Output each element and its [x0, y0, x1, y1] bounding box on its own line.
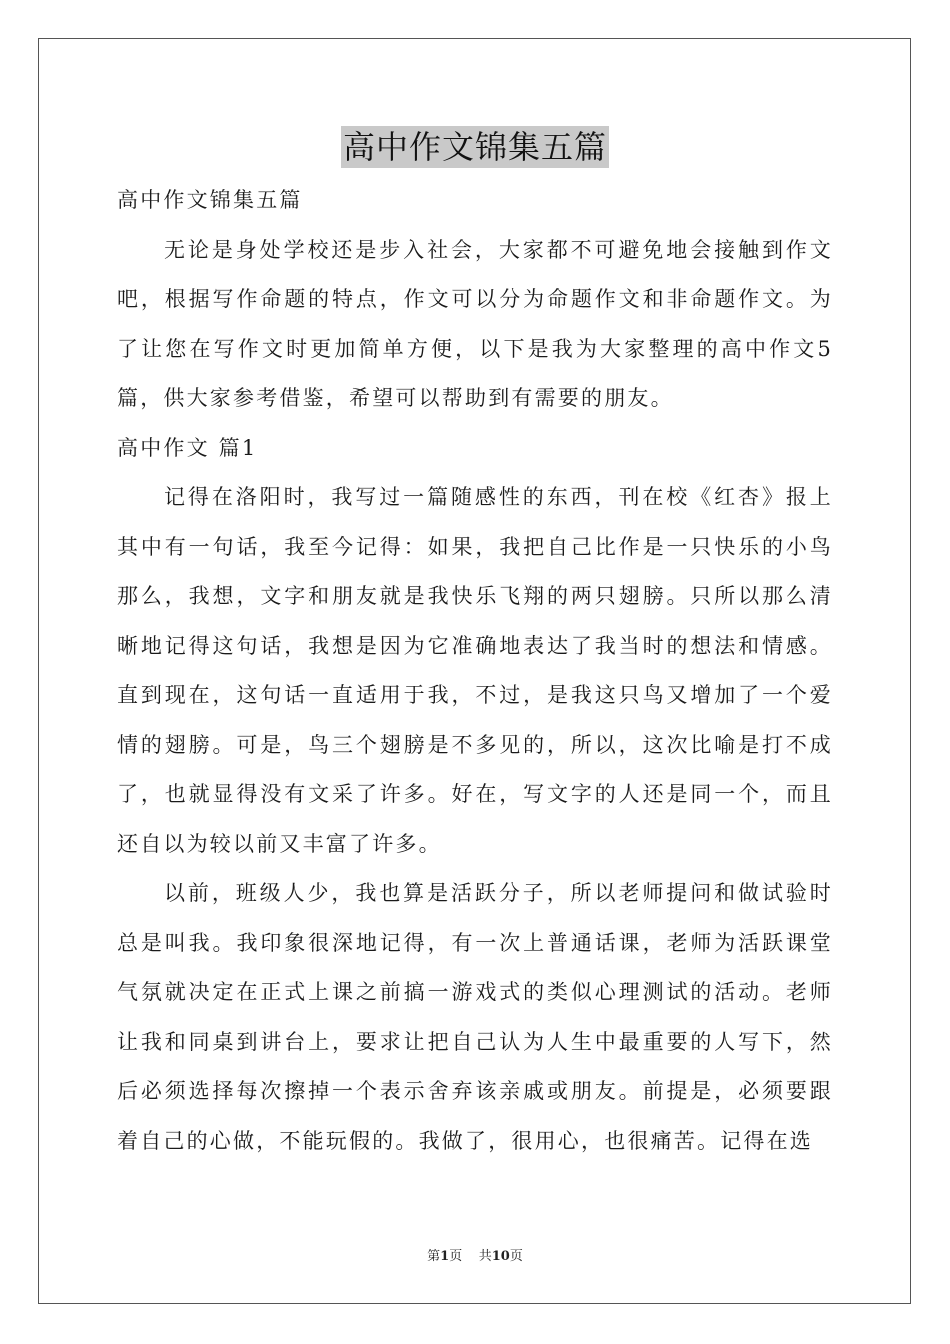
page-number: 1 — [440, 1249, 450, 1264]
page-footer — [0, 1245, 950, 1264]
document-title: 高中作文锦集五篇 — [342, 128, 607, 166]
title-wrap — [0, 126, 950, 168]
body-paragraph-2: 以前，班级人少，我也算是活跃分子，所以老师提问和做试验时总是叫我。我印象很深地记得，有一次上普通话课，老师为活跃课堂气氛就决定在正式上课之前搞一游戏式的类似心理测试的活动。老师让我和同桌到讲台上，要求让把自己认为人生中最重要的人写下，然后必须选择每次擦掉一个表示舍弃该亲戚或朋友。前提是，必须要跟着自己的心做，不能玩假的。我做了，很用心，也很痛苦。记得在选 — [117, 881, 833, 1153]
page-suffix: 页 — [449, 1249, 463, 1264]
intro-paragraph: 无论是身处学校还是步入社会，大家都不可避免地会接触到作文吧，根据写作命题的特点，作文可以分为命题作文和非命题作文。为了让您在写作文时更加简单方便，以下是我为大家整理的高中作文5篇，供大家参考借鉴，希望可以帮助到有需要的朋友。 — [117, 237, 833, 410]
total-prefix: 共 — [478, 1249, 492, 1264]
body-paragraph-1: 记得在洛阳时，我写过一篇随感性的东西，刊在校《红杏》报上其中有一句话，我至今记得：如果，我把自己比作是一只快乐的小鸟那么，我想，文字和朋友就是我快乐飞翔的两只翅膀。只所以那么清晰地记得这句话，我想是因为它准确地表达了我当时的想法和情感。直到现在，这句话一直适用于我，不过，是我这只鸟又增加了一个爱情的翅膀。可是，鸟三个翅膀是不多见的，所以，这次比喻是打不成了，也就显得没有文采了许多。好在，写文字的人还是同一个，而且还自以为较以前又丰富了许多。 — [117, 485, 833, 856]
section-heading: 高中作文 篇1 — [117, 435, 258, 460]
subtitle: 高中作文锦集五篇 — [117, 188, 303, 212]
page-prefix: 第 — [427, 1249, 441, 1264]
document-body — [117, 176, 833, 1166]
total-pages: 10 — [491, 1249, 510, 1264]
total-suffix: 页 — [509, 1249, 523, 1264]
